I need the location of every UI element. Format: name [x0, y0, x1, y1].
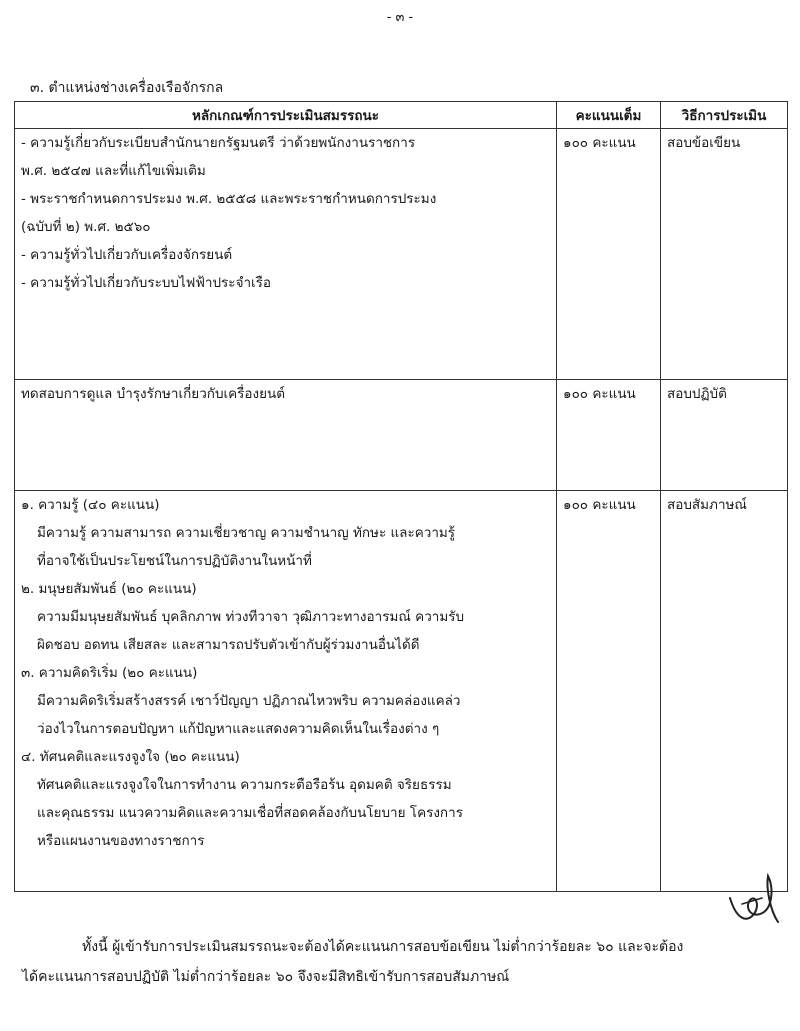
header-full-score: คะแนนเต็ม	[557, 102, 661, 129]
method-cell	[661, 491, 788, 892]
header-method: วิธีการประเมิน	[661, 102, 788, 129]
criteria-heading: ๔. ทัศนคติและแรงจูงใจ (๒๐ คะแนน)	[21, 749, 240, 765]
criteria-line: ผิดชอบ อดทน เสียสละ และสามารถปรับตัวเข้ากับผู้ร่วมงานอื่นได้ดี	[37, 637, 420, 653]
criteria-line: - ความรู้ทั่วไปเกี่ยวกับระบบไฟฟ้าประจำเรือ	[21, 275, 272, 291]
score-value: ๑๐๐ คะแนน	[563, 135, 636, 151]
criteria-table	[14, 101, 788, 892]
method-value: สอบสัมภาษณ์	[667, 497, 747, 513]
criteria-line: - ความรู้เกี่ยวกับระเบียบสำนักนายกรัฐมนตรี ว่าด้วยพนักงานราชการ	[21, 135, 416, 151]
page-number: - ๓ -	[386, 10, 414, 25]
footer-line: ทั้งนี้ ผู้เข้ารับการประเมินสมรรถนะจะต้องได้คะแนนการสอบข้อเขียน ไม่ต่ำกว่าร้อยละ ๖๐ และจะต้อง	[82, 939, 684, 955]
table-row	[15, 129, 788, 380]
method-value: สอบข้อเขียน	[667, 135, 741, 151]
score-cell	[557, 129, 661, 380]
criteria-line: และคุณธรรม แนวความคิดและความเชื่อที่สอดคล้องกับนโยบาย โครงการ	[37, 805, 463, 821]
score-cell	[557, 380, 661, 491]
criteria-line: ว่องไวในการตอบปัญหา แก้ปัญหาและแสดงความคิดเห็นในเรื่องต่าง ๆ	[37, 721, 440, 737]
criteria-heading: ๓. ความคิดริเริ่ม (๒๐ คะแนน)	[21, 665, 198, 681]
criteria-line: ที่อาจใช้เป็นประโยชน์ในการปฏิบัติงานในหน้าที่	[37, 553, 312, 569]
signature-mark	[722, 858, 782, 930]
section-title: ๓. ตำแหน่งช่างเครื่องเรือจักรกล	[30, 80, 224, 96]
criteria-heading: ๒. มนุษยสัมพันธ์ (๒๐ คะแนน)	[21, 581, 197, 597]
table-row	[15, 380, 788, 491]
table-header-row	[15, 102, 788, 129]
criteria-line: หรือแผนงานของทางราชการ	[37, 833, 205, 849]
criteria-line: มีความคิดริเริ่มสร้างสรรค์ เชาว์ปัญญา ปฏิภาณไหวพริบ ความคล่องแคล่ว	[37, 693, 461, 709]
criteria-cell	[15, 491, 557, 892]
score-value: ๑๐๐ คะแนน	[563, 386, 636, 402]
criteria-heading: ๑. ความรู้ (๔๐ คะแนน)	[21, 497, 160, 513]
criteria-line: - พระราชกำหนดการประมง พ.ศ. ๒๕๕๘ และพระราชกำหนดการประมง	[21, 191, 437, 207]
criteria-cell	[15, 380, 557, 491]
criteria-line: (ฉบับที่ ๒) พ.ศ. ๒๕๖๐	[21, 219, 151, 235]
score-value: ๑๐๐ คะแนน	[563, 497, 636, 513]
header-criteria: หลักเกณฑ์การประเมินสมรรถนะ	[15, 102, 557, 129]
criteria-line: ทัศนคติและแรงจูงใจในการทำงาน ความกระตือรือร้น อุดมคติ จริยธรรม	[37, 777, 452, 793]
score-cell	[557, 491, 661, 892]
criteria-line: มีความรู้ ความสามารถ ความเชี่ยวชาญ ความชำนาญ ทักษะ และความรู้	[37, 525, 456, 541]
method-cell	[661, 129, 788, 380]
footer-note	[22, 932, 782, 992]
criteria-line: ทดสอบการดูแล บำรุงรักษาเกี่ยวกับเครื่องยนต์	[21, 386, 286, 402]
method-cell	[661, 380, 788, 491]
criteria-line: พ.ศ. ๒๕๔๗ และที่แก้ไขเพิ่มเติม	[21, 163, 206, 179]
footer-line: ได้คะแนนการสอบปฏิบัติ ไม่ต่ำกว่าร้อยละ ๖๐ จึงจะมีสิทธิเข้ารับการสอบสัมภาษณ์	[22, 969, 510, 985]
table-row	[15, 491, 788, 892]
criteria-line: - ความรู้ทั่วไปเกี่ยวกับเครื่องจักรยนต์	[21, 247, 233, 263]
criteria-cell	[15, 129, 557, 380]
method-value: สอบปฏิบัติ	[667, 386, 727, 402]
criteria-line: ความมีมนุษยสัมพันธ์ บุคลิกภาพ ท่วงทีวาจา วุฒิภาวะทางอารมณ์ ความรับ	[37, 609, 465, 625]
